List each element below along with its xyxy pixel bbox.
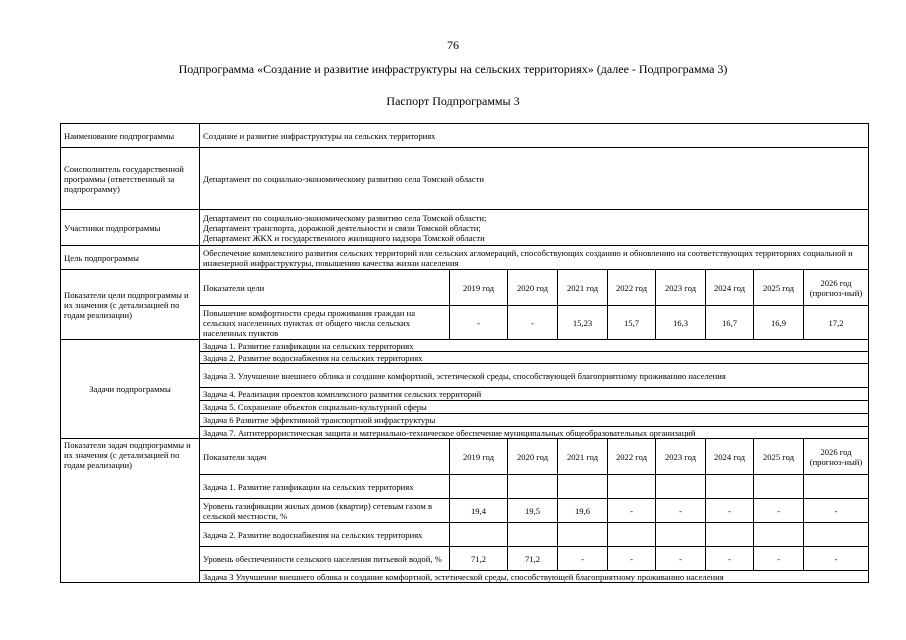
passport-title: Паспорт Подпрограммы 3 <box>386 94 520 108</box>
year-header: 2026 год (прогноз-ный) <box>804 270 869 306</box>
table-row <box>61 340 869 352</box>
year-header: 2024 год <box>706 439 754 475</box>
year-header: 2025 год <box>754 270 804 306</box>
year-header: 2024 год <box>706 270 754 306</box>
indicator-value: 19,4 <box>450 499 508 523</box>
goal-indicator-name: Повышение комфортности среды проживания граждан на сельских населенных пунктах от общего числа сельских населенных пунктов <box>200 306 450 340</box>
participant-item: Департамент транспорта, дорожной деятельности и связи Томской области; <box>203 222 481 233</box>
row-value-participants <box>200 210 869 246</box>
year-header: 2021 год <box>558 439 608 475</box>
row-label-co-executor: Соисполнитель государственной программы (ответственный за подпрограмму) <box>61 148 200 210</box>
indicator-value: 16,7 <box>706 306 754 340</box>
indicator-value: 15,7 <box>608 306 656 340</box>
indicator-value: - <box>754 499 804 523</box>
indicator-value: - <box>706 499 754 523</box>
indicator-value: - <box>656 499 706 523</box>
goal-indicators-header: Показатели цели <box>200 270 450 306</box>
indicator-value: - <box>804 499 869 523</box>
row-label-goal: Цель подпрограммы <box>61 246 200 270</box>
task-indicator-title: Задача 2. Развитие водоснабжения на сельских территориях <box>200 523 450 547</box>
year-header: 2022 год <box>608 270 656 306</box>
page-number: 76 <box>447 38 459 52</box>
task-item: Задача 6 Развитие эффективной транспортной инфраструктуры <box>200 414 869 427</box>
year-header: 2019 год <box>450 270 508 306</box>
table-row <box>61 124 869 148</box>
year-header: 2023 год <box>656 439 706 475</box>
indicator-value: - <box>608 547 656 571</box>
task-indicator-name: Уровень газификации жилых домов (квартир) сетевым газом в сельской местности, % <box>200 499 450 523</box>
passport-table <box>60 123 869 583</box>
year-header: 2022 год <box>608 439 656 475</box>
indicator-value: 19,6 <box>558 499 608 523</box>
indicator-value: 17,2 <box>804 306 869 340</box>
task-item: Задача 7. Антитеррористическая защита и материально-техническое обеспечение муниципальных общеобразовательных организаций <box>200 427 869 439</box>
row-value-co-executor: Департамент по социально-экономическому развитию села Томской области <box>200 148 869 210</box>
indicator-value: - <box>508 306 558 340</box>
row-label-task-indicators: Показатели задач подпрограммы и их значения (с детализацией по годам реализации) <box>61 439 200 583</box>
row-value-goal: Обеспечение комплексного развития сельских территорий или сельских агломераций, способствующих созданию и обновлению на соответствующих территориях социальной и инженерной инфраструктуры, повышению качества жизни населения <box>200 246 869 270</box>
row-label-tasks: Задачи подпрограммы <box>61 340 200 439</box>
indicator-value: 15,23 <box>558 306 608 340</box>
indicator-value: 71,2 <box>508 547 558 571</box>
task-indicators-header: Показатели задач <box>200 439 450 475</box>
year-header: 2023 год <box>656 270 706 306</box>
year-header: 2020 год <box>508 439 558 475</box>
year-header: 2025 год <box>754 439 804 475</box>
year-header: 2019 год <box>450 439 508 475</box>
year-header: 2026 год (прогноз-ный) <box>804 439 869 475</box>
task-indicator-title: Задача 3 Улучшение внешнего облика и создание комфортной, эстетической среды, способствующей благоприятному проживанию населения <box>200 571 869 583</box>
task-item: Задача 2. Развитие водоснабжения на сельских территориях <box>200 352 869 364</box>
table-row <box>61 148 869 210</box>
indicator-value: 71,2 <box>450 547 508 571</box>
row-value-name: Создание и развитие инфраструктуры на сельских территориях <box>200 124 869 148</box>
indicator-value: - <box>558 547 608 571</box>
indicator-value: - <box>450 306 508 340</box>
participant-item: Департамент ЖКХ и государственного жилищного надзора Томской области <box>203 232 485 243</box>
indicator-value: - <box>706 547 754 571</box>
year-header: 2021 год <box>558 270 608 306</box>
indicator-value: - <box>754 547 804 571</box>
row-label-name: Наименование подпрограммы <box>61 124 200 148</box>
indicator-value: - <box>608 499 656 523</box>
task-item: Задача 5. Сохранение объектов социально-культурной сферы <box>200 401 869 414</box>
indicator-value: 19,5 <box>508 499 558 523</box>
task-item: Задача 3. Улучшение внешнего облика и создание комфортной, эстетической среды, способствующей благоприятному проживанию населения <box>200 364 869 388</box>
indicator-value: - <box>656 547 706 571</box>
indicator-value: 16,3 <box>656 306 706 340</box>
task-indicator-name: Уровень обеспеченности сельского населения питьевой водой, % <box>200 547 450 571</box>
indicator-value: - <box>804 547 869 571</box>
indicator-value: 16,9 <box>754 306 804 340</box>
participant-item: Департамент по социально-экономическому развитию села Томской области; <box>203 212 487 223</box>
document-title: Подпрограмма «Создание и развитие инфраструктуры на сельских территориях» (далее - Подпрограмма 3) <box>178 62 728 76</box>
table-row <box>61 270 869 306</box>
table-row <box>61 210 869 246</box>
table-row <box>61 246 869 270</box>
table-row <box>61 439 869 475</box>
row-label-goal-indicators: Показатели цели подпрограммы и их значения (с детализацией по годам реализации) <box>61 270 200 340</box>
task-item: Задача 4. Реализация проектов комплексного развития сельских территорий <box>200 388 869 401</box>
task-item: Задача 1. Развитие газификации на сельских территориях <box>200 340 869 352</box>
task-indicator-title: Задача 1. Развитие газификации на сельских территориях <box>200 475 450 499</box>
row-label-participants: Участники подпрограммы <box>61 210 200 246</box>
year-header: 2020 год <box>508 270 558 306</box>
